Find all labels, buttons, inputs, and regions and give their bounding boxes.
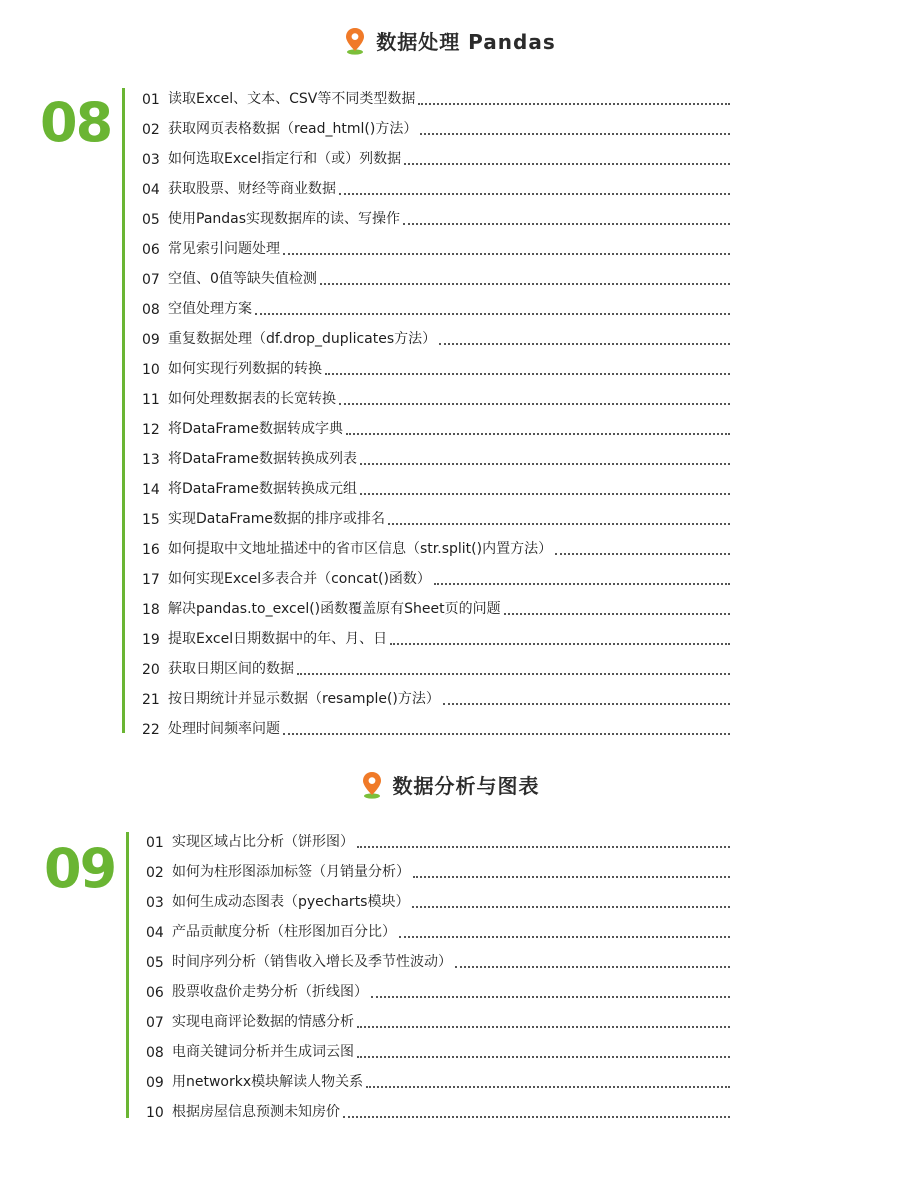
item-number: 07 — [146, 1015, 164, 1031]
item-title: 如何实现行列数据的转换 — [168, 361, 322, 377]
item-number: 05 — [142, 212, 160, 228]
item-title: 电商关键词分析并生成词云图 — [172, 1044, 354, 1060]
toc-list-analysis — [146, 827, 730, 1127]
item-number: 08 — [146, 1045, 164, 1061]
map-pin-icon — [361, 771, 383, 799]
dot-leader — [418, 103, 730, 105]
dot-leader — [283, 733, 730, 735]
item-title: 解决pandas.to_excel()函数覆盖原有Sheet页的问题 — [168, 601, 501, 617]
item-number: 02 — [146, 865, 164, 881]
dot-leader — [413, 876, 730, 878]
toc-item[interactable] — [142, 414, 730, 444]
item-title: 实现电商评论数据的情感分析 — [172, 1014, 354, 1030]
dot-leader — [357, 1026, 730, 1028]
dot-leader — [357, 846, 730, 848]
toc-item[interactable] — [142, 114, 730, 144]
toc-item[interactable] — [146, 977, 730, 1007]
toc-item[interactable] — [142, 594, 730, 624]
item-number: 11 — [142, 392, 160, 408]
item-title: 将DataFrame数据转换成列表 — [168, 451, 358, 467]
toc-item[interactable] — [142, 474, 730, 504]
toc-item[interactable] — [142, 624, 730, 654]
item-title: 使用Pandas实现数据库的读、写操作 — [168, 211, 401, 227]
item-title: 如何生成动态图表（pyecharts模块） — [172, 894, 410, 910]
item-title: 将DataFrame数据转成字典 — [168, 421, 344, 437]
toc-item[interactable] — [146, 917, 730, 947]
item-number: 19 — [142, 632, 160, 648]
dot-leader — [320, 283, 730, 285]
dot-leader — [390, 643, 730, 645]
item-title: 将DataFrame数据转换成元组 — [168, 481, 358, 497]
toc-item[interactable] — [146, 887, 730, 917]
toc-item[interactable] — [142, 654, 730, 684]
toc-item[interactable] — [146, 1037, 730, 1067]
toc-item[interactable] — [146, 827, 730, 857]
toc-item[interactable] — [142, 534, 730, 564]
item-number: 18 — [142, 602, 160, 618]
item-number: 01 — [146, 835, 164, 851]
item-title: 股票收盘价走势分析（折线图） — [172, 984, 368, 1000]
dot-leader — [399, 936, 730, 938]
item-title: 如何选取Excel指定行和（或）列数据 — [168, 151, 402, 167]
item-title: 获取日期区间的数据 — [168, 661, 294, 677]
dot-leader — [388, 523, 730, 525]
dot-leader — [455, 966, 730, 968]
dot-leader — [339, 403, 730, 405]
item-number: 06 — [142, 242, 160, 258]
toc-item[interactable] — [142, 714, 730, 744]
dot-leader — [412, 906, 730, 908]
dot-leader — [255, 313, 730, 315]
toc-item[interactable] — [142, 384, 730, 414]
item-title: 如何提取中文地址描述中的省市区信息（str.split()内置方法） — [168, 541, 553, 557]
chapter-number: 09 — [44, 837, 116, 900]
map-pin-icon — [344, 27, 366, 55]
toc-item[interactable] — [142, 174, 730, 204]
dot-leader — [339, 193, 730, 195]
item-number: 12 — [142, 422, 160, 438]
item-number: 10 — [146, 1105, 164, 1121]
dot-leader — [283, 253, 730, 255]
item-title: 如何为柱形图添加标签（月销量分析） — [172, 864, 410, 880]
item-number: 03 — [146, 895, 164, 911]
dot-leader — [404, 163, 730, 165]
item-title: 实现DataFrame数据的排序或排名 — [168, 511, 386, 527]
item-title: 时间序列分析（销售收入增长及季节性波动） — [172, 954, 452, 970]
item-number: 15 — [142, 512, 160, 528]
toc-list-pandas — [142, 84, 730, 744]
dot-leader — [357, 1056, 730, 1058]
item-title: 空值处理方案 — [168, 301, 252, 317]
toc-item[interactable] — [142, 684, 730, 714]
dot-leader — [360, 463, 730, 465]
item-number: 03 — [142, 152, 160, 168]
section-heading-analysis — [0, 770, 900, 799]
toc-item[interactable] — [142, 294, 730, 324]
item-number: 09 — [146, 1075, 164, 1091]
toc-item[interactable] — [142, 564, 730, 594]
dot-leader — [297, 673, 730, 675]
toc-item[interactable] — [146, 1097, 730, 1127]
toc-item[interactable] — [142, 84, 730, 114]
item-number: 16 — [142, 542, 160, 558]
chapter-accent-bar — [126, 832, 129, 1118]
toc-item[interactable] — [142, 324, 730, 354]
dot-leader — [504, 613, 730, 615]
dot-leader — [420, 133, 730, 135]
item-title: 如何处理数据表的长宽转换 — [168, 391, 336, 407]
item-number: 13 — [142, 452, 160, 468]
item-number: 20 — [142, 662, 160, 678]
toc-item[interactable] — [142, 234, 730, 264]
item-title: 实现区域占比分析（饼形图） — [172, 834, 354, 850]
dot-leader — [434, 583, 730, 585]
item-number: 07 — [142, 272, 160, 288]
item-number: 04 — [142, 182, 160, 198]
toc-item[interactable] — [142, 204, 730, 234]
item-title: 读取Excel、文本、CSV等不同类型数据 — [168, 91, 416, 107]
toc-item[interactable] — [142, 144, 730, 174]
dot-leader — [346, 433, 730, 435]
item-number: 09 — [142, 332, 160, 348]
item-number: 17 — [142, 572, 160, 588]
item-title: 获取网页表格数据（read_html()方法） — [168, 121, 418, 137]
item-title: 重复数据处理（df.drop_duplicates方法） — [168, 331, 437, 347]
dot-leader — [443, 703, 730, 705]
dot-leader — [366, 1086, 730, 1088]
section-title: 数据分析与图表 — [392, 774, 540, 798]
item-number: 05 — [146, 955, 164, 971]
toc-item[interactable] — [142, 504, 730, 534]
item-title: 空值、0值等缺失值检测 — [168, 271, 317, 287]
item-title: 产品贡献度分析（柱形图加百分比） — [172, 924, 396, 940]
dot-leader — [403, 223, 730, 225]
item-number: 02 — [142, 122, 160, 138]
item-title: 获取股票、财经等商业数据 — [168, 181, 336, 197]
dot-leader — [343, 1116, 730, 1118]
section-heading-pandas — [0, 26, 900, 55]
toc-item[interactable] — [146, 1007, 730, 1037]
chapter-number: 08 — [40, 91, 112, 154]
dot-leader — [325, 373, 730, 375]
dot-leader — [371, 996, 730, 998]
chapter-accent-bar — [122, 88, 125, 733]
dot-leader — [555, 553, 730, 555]
item-number: 22 — [142, 722, 160, 738]
item-title: 按日期统计并显示数据（resample()方法） — [168, 691, 440, 707]
dot-leader — [439, 343, 730, 345]
item-title: 如何实现Excel多表合并（concat()函数） — [168, 571, 431, 587]
item-number: 01 — [142, 92, 160, 108]
item-number: 04 — [146, 925, 164, 941]
dot-leader — [360, 493, 730, 495]
toc-item[interactable] — [146, 947, 730, 977]
toc-item[interactable] — [146, 857, 730, 887]
item-number: 21 — [142, 692, 160, 708]
toc-item[interactable] — [142, 354, 730, 384]
item-number: 08 — [142, 302, 160, 318]
toc-item[interactable] — [146, 1067, 730, 1097]
item-title: 提取Excel日期数据中的年、月、日 — [168, 631, 388, 647]
section-title: 数据处理 Pandas — [376, 30, 556, 54]
item-number: 06 — [146, 985, 164, 1001]
item-number: 10 — [142, 362, 160, 378]
item-title: 常见索引问题处理 — [168, 241, 280, 257]
toc-item[interactable] — [142, 444, 730, 474]
item-title: 处理时间频率问题 — [168, 721, 280, 737]
item-title: 根据房屋信息预测未知房价 — [172, 1104, 340, 1120]
toc-item[interactable] — [142, 264, 730, 294]
item-title: 用networkx模块解读人物关系 — [172, 1074, 364, 1090]
item-number: 14 — [142, 482, 160, 498]
